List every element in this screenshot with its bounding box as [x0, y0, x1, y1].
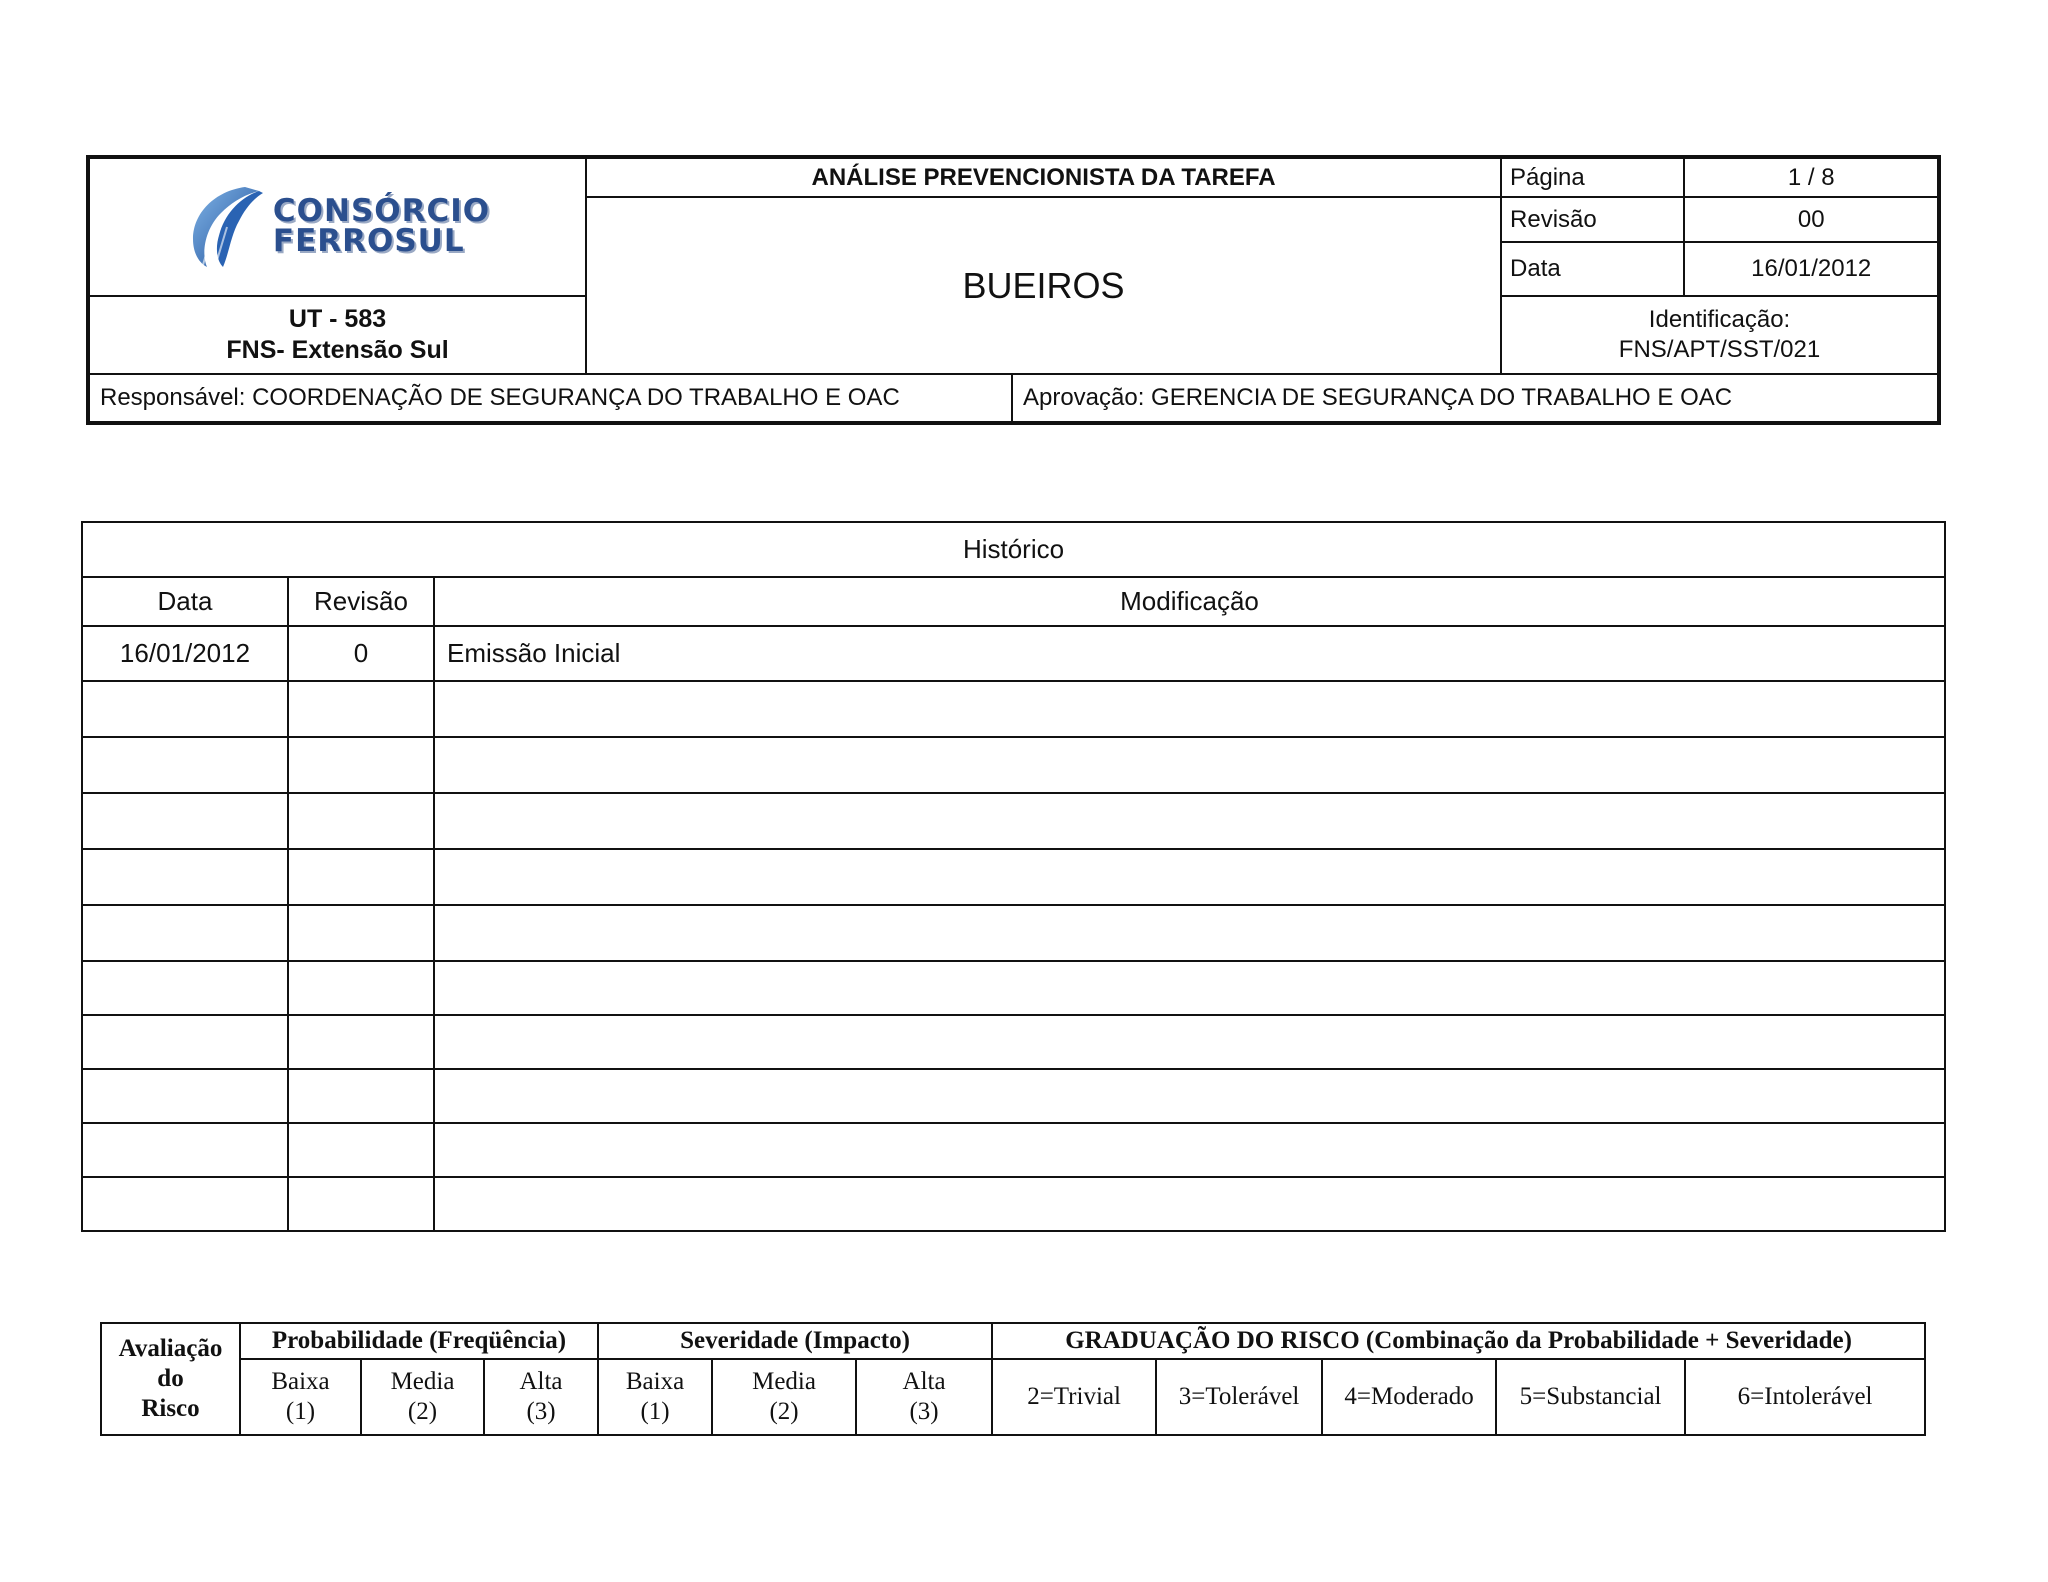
severity-medium-name: Media: [752, 1368, 816, 1395]
cell-date: [82, 681, 288, 737]
identification-label: Identificação:: [1648, 306, 1791, 333]
severity-title: Severidade (Impacto): [598, 1323, 992, 1359]
cell-revision: [288, 961, 434, 1015]
grade-tolerable: 3=Tolerável: [1156, 1359, 1322, 1435]
approval-text: Aprovação: GERENCIA DE SEGURANÇA DO TRABALHO E OAC: [1012, 374, 1939, 423]
severity-medium-value: (2): [769, 1398, 799, 1425]
severity-high: [856, 1359, 992, 1435]
probability-high: [484, 1359, 598, 1435]
table-row: [82, 1015, 1945, 1069]
logo-cell: [88, 157, 586, 296]
cell-revision: [288, 793, 434, 849]
logo-text-line1: CONSÓRCIO: [272, 192, 491, 229]
probability-medium: [361, 1359, 484, 1435]
cell-modification: Emissão Inicial: [434, 626, 1945, 681]
identification-value: FNS/APT/SST/021: [1618, 336, 1821, 363]
cell-date: [82, 1069, 288, 1123]
cell-date: [82, 1123, 288, 1177]
cell-revision: 0: [288, 626, 434, 681]
risk-label-line1: Avaliação: [118, 1335, 223, 1362]
document-header: [86, 155, 1941, 425]
cell-modification: [434, 961, 1945, 1015]
grade-intolerable: 6=Intolerável: [1685, 1359, 1925, 1435]
revision-label: Revisão: [1501, 197, 1684, 242]
date-label: Data: [1501, 242, 1684, 296]
risk-label-cell: [101, 1323, 240, 1435]
table-row: [82, 961, 1945, 1015]
identification-cell: [1501, 296, 1939, 374]
page-label: Página: [1501, 157, 1684, 197]
probability-title: Probabilidade (Freqüência): [240, 1323, 598, 1359]
grade-trivial: 2=Trivial: [992, 1359, 1156, 1435]
col-header-modification: Modificação: [434, 577, 1945, 626]
company-logo: [185, 183, 490, 269]
cell-modification: [434, 1015, 1945, 1069]
history-table: [81, 521, 1946, 1232]
cell-revision: [288, 681, 434, 737]
cell-date: [82, 1015, 288, 1069]
table-row: [82, 681, 1945, 737]
cell-date: [82, 961, 288, 1015]
cell-modification: [434, 1123, 1945, 1177]
revision-value: 00: [1684, 197, 1939, 242]
risk-label-line3: Risco: [141, 1395, 200, 1422]
table-row: [82, 793, 1945, 849]
table-row: [82, 1069, 1945, 1123]
document-title: BUEIROS: [586, 197, 1501, 374]
table-row: [82, 905, 1945, 961]
unit-location-cell: [88, 296, 586, 374]
table-row: [82, 1123, 1945, 1177]
cell-modification: [434, 849, 1945, 905]
cell-date: [82, 905, 288, 961]
probability-low: [240, 1359, 361, 1435]
grading-title: GRADUAÇÃO DO RISCO (Combinação da Probabilidade + Severidade): [992, 1323, 1925, 1359]
probability-high-value: (3): [526, 1398, 556, 1425]
severity-low: [598, 1359, 712, 1435]
cell-date: [82, 1177, 288, 1231]
severity-high-name: Alta: [902, 1368, 946, 1395]
cell-revision: [288, 737, 434, 793]
col-header-revision: Revisão: [288, 577, 434, 626]
grade-substantial: 5=Substancial: [1496, 1359, 1685, 1435]
page-value: 1 / 8: [1684, 157, 1939, 197]
probability-low-name: Baixa: [271, 1368, 330, 1395]
cell-revision: [288, 1123, 434, 1177]
cell-revision: [288, 1015, 434, 1069]
cell-modification: [434, 737, 1945, 793]
cell-modification: [434, 905, 1945, 961]
cell-date: [82, 793, 288, 849]
severity-high-value: (3): [909, 1398, 939, 1425]
logo-text-line2: FERROSUL: [272, 222, 465, 259]
cell-date: 16/01/2012: [82, 626, 288, 681]
cell-modification: [434, 1177, 1945, 1231]
severity-low-value: (1): [640, 1398, 670, 1425]
responsible-text: Responsável: COORDENAÇÃO DE SEGURANÇA DO TRABALHO E OAC: [88, 374, 1012, 423]
logo-swoosh-icon: [185, 183, 265, 269]
unit-code: UT - 583: [288, 305, 387, 333]
main-title: ANÁLISE PREVENCIONISTA DA TAREFA: [586, 157, 1501, 197]
probability-medium-name: Media: [390, 1368, 455, 1395]
cell-modification: [434, 793, 1945, 849]
history-title: Histórico: [82, 522, 1945, 577]
cell-modification: [434, 681, 1945, 737]
cell-modification: [434, 1069, 1945, 1123]
date-value: 16/01/2012: [1684, 242, 1939, 296]
risk-label-line2: do: [157, 1365, 184, 1392]
severity-medium: [712, 1359, 856, 1435]
probability-high-name: Alta: [519, 1368, 563, 1395]
col-header-date: Data: [82, 577, 288, 626]
cell-revision: [288, 1177, 434, 1231]
severity-low-name: Baixa: [625, 1368, 685, 1395]
cell-revision: [288, 905, 434, 961]
table-row: [82, 626, 1945, 681]
grade-moderate: 4=Moderado: [1322, 1359, 1496, 1435]
table-row: [82, 1177, 1945, 1231]
cell-revision: [288, 849, 434, 905]
cell-date: [82, 849, 288, 905]
table-row: [82, 737, 1945, 793]
probability-medium-value: (2): [407, 1398, 438, 1425]
probability-low-value: (1): [285, 1398, 316, 1425]
location-name: FNS- Extensão Sul: [226, 336, 449, 364]
cell-date: [82, 737, 288, 793]
risk-assessment-table: [100, 1322, 1926, 1436]
table-row: [82, 849, 1945, 905]
cell-revision: [288, 1069, 434, 1123]
